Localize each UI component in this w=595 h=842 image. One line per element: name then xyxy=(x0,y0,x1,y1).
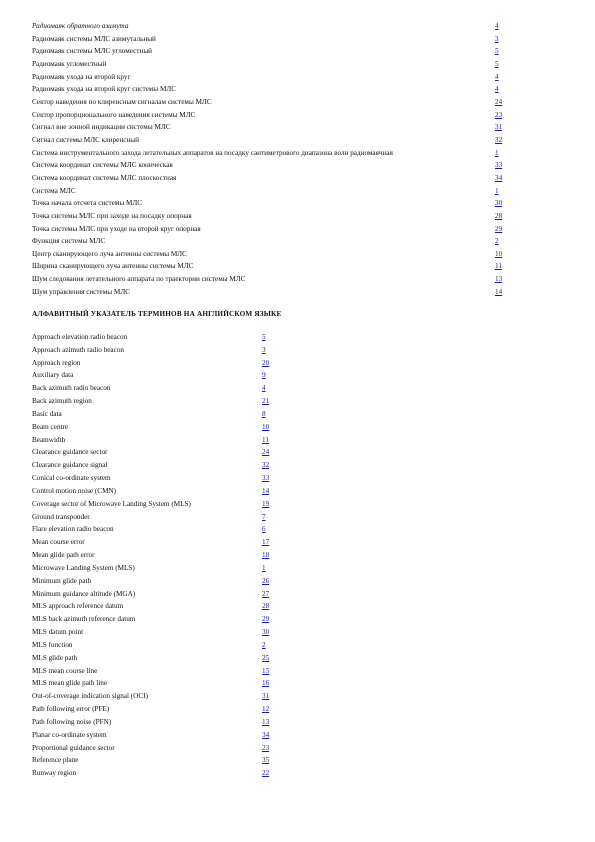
english-index-term-number-link[interactable]: 13 xyxy=(262,717,270,726)
english-index-term: Reference plane xyxy=(32,756,79,765)
english-index-term: MLS datum point xyxy=(32,628,84,637)
russian-term-index xyxy=(32,20,572,298)
russian-index-term: Сектор пропорционального наведения системы МЛС xyxy=(32,110,196,119)
english-index-term-number-link[interactable]: 19 xyxy=(262,499,270,508)
english-index-term: Runway region xyxy=(32,769,77,778)
russian-index-term: Сигнал вне зонной индикации системы МЛС xyxy=(32,123,171,132)
english-index-term: MLS mean course line xyxy=(32,666,98,675)
english-index-term-number-link[interactable]: 35 xyxy=(262,756,270,765)
english-index-term: MLS function xyxy=(32,640,73,649)
russian-index-row xyxy=(32,273,572,286)
russian-index-term: Система координат системы МЛС плоскостная xyxy=(32,173,177,182)
english-index-term: Basic data xyxy=(32,409,62,418)
english-index-term: Beamwidth xyxy=(32,435,66,444)
english-index-term: Beam centre xyxy=(32,422,69,431)
russian-index-term-number-link[interactable]: 4 xyxy=(495,72,499,81)
english-index-term: Mean course error xyxy=(32,538,85,547)
russian-index-row xyxy=(32,185,572,198)
english-index-row xyxy=(32,472,332,485)
russian-index-term: Точка системы МЛС при заходе на посадку опорная xyxy=(32,211,192,220)
english-index-term: Conical co-ordinate system xyxy=(32,474,111,483)
russian-index-term-number-link[interactable]: 4 xyxy=(495,22,499,30)
english-index-term: Ground transponder xyxy=(32,512,90,521)
english-index-row xyxy=(32,677,332,690)
russian-index-row xyxy=(32,45,572,58)
english-index-term-number-link[interactable]: 32 xyxy=(262,461,270,470)
russian-index-row xyxy=(32,159,572,172)
english-index-term: Planar co-ordinate system xyxy=(32,730,107,739)
english-index-row xyxy=(32,600,332,613)
english-index-row xyxy=(32,754,332,767)
english-index-term: Path following error (PFE) xyxy=(32,705,110,714)
english-index-term: Clearance guidance sector xyxy=(32,448,108,457)
english-index-row xyxy=(32,498,332,511)
english-index-row xyxy=(32,639,332,652)
russian-index-term: Точка системы МЛС при уходе на второй круг опорная xyxy=(32,224,201,233)
english-index-term-number-link[interactable]: 25 xyxy=(262,653,270,662)
english-index-term-number-link[interactable]: 2 xyxy=(262,640,266,649)
russian-index-row xyxy=(32,172,572,185)
english-index-term: Flare elevation radio beacon xyxy=(32,525,114,534)
english-index-row xyxy=(32,331,332,344)
russian-index-term-number-link[interactable]: 1 xyxy=(495,148,499,157)
english-index-term: Approach elevation radio beacon xyxy=(32,333,128,341)
english-index-term: MLS mean glide path line xyxy=(32,679,108,688)
russian-index-row xyxy=(32,83,572,96)
russian-index-row xyxy=(32,96,572,109)
english-index-term-number-link[interactable]: 1 xyxy=(262,563,266,572)
english-index-term-number-link[interactable]: 18 xyxy=(262,551,270,560)
russian-index-term: Радиомаяк обратного азимута xyxy=(32,22,129,30)
english-index-row xyxy=(32,523,332,536)
russian-index-term-number-link[interactable]: 13 xyxy=(495,275,503,284)
english-term-index xyxy=(32,331,332,780)
english-index-row xyxy=(32,626,332,639)
english-index-row xyxy=(32,716,332,729)
english-index-row xyxy=(32,575,332,588)
english-index-term-number-link[interactable]: 22 xyxy=(262,769,270,778)
english-index-term-number-link[interactable]: 14 xyxy=(262,486,270,495)
russian-index-term-number-link[interactable]: 4 xyxy=(495,85,499,94)
english-index-term: Minimum glide path xyxy=(32,576,92,585)
english-index-term-number-link[interactable]: 21 xyxy=(262,397,270,406)
russian-index-row xyxy=(32,223,572,236)
english-index-row xyxy=(32,767,332,780)
english-index-row xyxy=(32,446,332,459)
russian-index-row xyxy=(32,197,572,210)
english-index-term-number-link[interactable]: 15 xyxy=(262,666,270,675)
english-index-term-number-link[interactable]: 9 xyxy=(262,371,266,380)
russian-index-term-number-link[interactable]: 2 xyxy=(495,237,499,246)
russian-index-term-number-link[interactable]: 30 xyxy=(495,199,503,208)
russian-index-term-number-link[interactable]: 11 xyxy=(495,262,502,271)
english-index-term-number-link[interactable]: 6 xyxy=(262,525,266,534)
russian-index-term-number-link[interactable]: 31 xyxy=(495,123,503,132)
english-index-term-number-link[interactable]: 23 xyxy=(262,743,270,752)
english-index-term: MLS glide path xyxy=(32,653,78,662)
russian-index-term-number-link[interactable]: 33 xyxy=(495,161,503,170)
english-index-row xyxy=(32,549,332,562)
russian-index-term: Шум управления системы МЛС xyxy=(32,287,130,296)
english-index-row xyxy=(32,357,332,370)
russian-index-row xyxy=(32,235,572,248)
english-index-term: MLS approach reference datum xyxy=(32,602,124,611)
english-index-row xyxy=(32,511,332,524)
english-index-term: Approach azimuth radio beacon xyxy=(32,345,125,354)
russian-index-term-number-link[interactable]: 23 xyxy=(495,110,503,119)
english-index-row xyxy=(32,434,332,447)
english-index-row xyxy=(32,369,332,382)
russian-index-term: Радиомаяк системы МЛС азимутальный xyxy=(32,34,156,43)
russian-index-row xyxy=(32,286,572,299)
russian-index-term-number-link[interactable]: 5 xyxy=(495,59,499,68)
english-index-row xyxy=(32,729,332,742)
english-index-term-number-link[interactable]: 8 xyxy=(262,409,266,418)
russian-index-term: Система координат системы МЛС коническая xyxy=(32,161,173,170)
english-index-row xyxy=(32,395,332,408)
english-index-term-number-link[interactable]: 29 xyxy=(262,615,270,624)
russian-index-term: Центр сканирующего луча антенны системы МЛС xyxy=(32,249,187,258)
russian-index-term: Радиомаяк ухода на второй круг системы МЛС xyxy=(32,85,177,94)
russian-index-row xyxy=(32,58,572,71)
russian-index-row xyxy=(32,121,572,134)
english-index-row xyxy=(32,382,332,395)
english-index-term-number-link[interactable]: 28 xyxy=(262,602,270,611)
english-index-term: Back azimuth region xyxy=(32,397,92,406)
russian-index-row xyxy=(32,147,572,160)
english-index-term: Minimum guidance altitude (MGA) xyxy=(32,589,136,598)
english-index-row xyxy=(32,613,332,626)
english-index-term-number-link[interactable]: 24 xyxy=(262,448,270,457)
english-index-term: Path following noise (PFN) xyxy=(32,717,112,726)
english-index-row xyxy=(32,536,332,549)
russian-index-term-number-link[interactable]: 10 xyxy=(495,249,503,258)
russian-index-row xyxy=(32,248,572,261)
english-index-row xyxy=(32,742,332,755)
russian-index-row xyxy=(32,109,572,122)
russian-index-term-number-link[interactable]: 28 xyxy=(495,211,503,220)
english-index-term: Out-of-coverage indication signal (OCI) xyxy=(32,692,148,701)
russian-index-term-number-link[interactable]: 14 xyxy=(495,287,503,296)
russian-index-term: Радиомаяк угломестный xyxy=(32,59,107,68)
russian-index-row xyxy=(32,134,572,147)
english-index-term: Proportional guidance sector xyxy=(32,743,115,752)
english-index-row xyxy=(32,421,332,434)
english-index-row xyxy=(32,459,332,472)
russian-index-term: Сигнал системы МЛС клиренсный xyxy=(32,135,139,144)
russian-index-term: Система МЛС xyxy=(32,186,76,195)
english-index-term-number-link[interactable]: 17 xyxy=(262,538,270,547)
english-index-term: Approach region xyxy=(32,358,81,367)
english-index-term-number-link[interactable]: 16 xyxy=(262,679,270,688)
russian-index-term-number-link[interactable]: 5 xyxy=(495,47,499,56)
english-index-term-number-link[interactable]: 11 xyxy=(262,435,269,444)
english-index-term-number-link[interactable]: 10 xyxy=(262,422,270,431)
english-index-term-number-link[interactable]: 3 xyxy=(262,345,266,354)
english-index-row xyxy=(32,408,332,421)
english-index-row xyxy=(32,690,332,703)
russian-index-row xyxy=(32,71,572,84)
russian-index-row xyxy=(32,33,572,46)
english-index-term-number-link[interactable]: 33 xyxy=(262,474,270,483)
russian-index-term: Система инструментального захода летательных аппаратов на посадку сантиметрового диапазона волн радиомаячная xyxy=(32,148,393,157)
english-index-term-number-link[interactable]: 20 xyxy=(262,358,270,367)
english-index-term-number-link[interactable]: 30 xyxy=(262,628,270,637)
english-index-term: Mean glide path error xyxy=(32,551,95,560)
english-index-term-number-link[interactable]: 27 xyxy=(262,589,270,598)
section-title-english-index: АЛФАВИТНЫЙ УКАЗАТЕЛЬ ТЕРМИНОВ НА АНГЛИЙСКОМ ЯЗЫКЕ xyxy=(32,310,282,318)
russian-index-row xyxy=(32,20,572,33)
russian-index-row xyxy=(32,260,572,273)
english-index-row xyxy=(32,665,332,678)
russian-index-term-number-link[interactable]: 1 xyxy=(495,186,499,195)
english-index-term-number-link[interactable]: 5 xyxy=(262,333,266,341)
english-index-term: MLS back azimuth reference datum xyxy=(32,615,136,624)
russian-index-term: Функция системы МЛС xyxy=(32,237,106,246)
english-index-row xyxy=(32,562,332,575)
english-index-term: Clearance guidance signal xyxy=(32,461,108,470)
russian-index-term: Радиомаяк системы МЛС угломестный xyxy=(32,47,153,56)
english-index-row xyxy=(32,703,332,716)
english-index-term-number-link[interactable]: 7 xyxy=(262,512,266,521)
english-index-term-number-link[interactable]: 34 xyxy=(262,730,270,739)
english-index-term: Auxiliary data xyxy=(32,371,74,380)
english-index-term-number-link[interactable]: 31 xyxy=(262,692,270,701)
english-index-term-number-link[interactable]: 4 xyxy=(262,384,266,393)
english-index-row xyxy=(32,588,332,601)
russian-index-term-number-link[interactable]: 34 xyxy=(495,173,503,182)
english-index-row xyxy=(32,485,332,498)
english-index-term: Microwave Landing System (MLS) xyxy=(32,563,135,572)
english-index-term: Back azimuth radio beacon xyxy=(32,384,111,393)
english-index-term: Control motion noise (CMN) xyxy=(32,486,117,495)
russian-index-term: Радиомаяк ухода на второй круг xyxy=(32,72,131,81)
russian-index-term: Шум следования летательного аппарата по траектории системы МЛС xyxy=(32,275,246,284)
english-index-row xyxy=(32,652,332,665)
english-index-term-number-link[interactable]: 12 xyxy=(262,705,270,714)
english-index-term: Coverage sector of Microwave Landing System (MLS) xyxy=(32,499,191,508)
russian-index-term-number-link[interactable]: 29 xyxy=(495,224,503,233)
english-index-row xyxy=(32,344,332,357)
russian-index-term: Точка начала отсчета системы МЛС xyxy=(32,199,143,208)
english-index-term-number-link[interactable]: 26 xyxy=(262,576,270,585)
russian-index-term-number-link[interactable]: 24 xyxy=(495,97,503,106)
russian-index-term-number-link[interactable]: 3 xyxy=(495,34,499,43)
russian-index-term-number-link[interactable]: 32 xyxy=(495,135,503,144)
russian-index-row xyxy=(32,210,572,223)
russian-index-term: Ширина сканирующего луча антенны системы МЛС xyxy=(32,262,194,271)
russian-index-term: Сектор наведения по клиренсным сигналам системы МЛС xyxy=(32,97,212,106)
